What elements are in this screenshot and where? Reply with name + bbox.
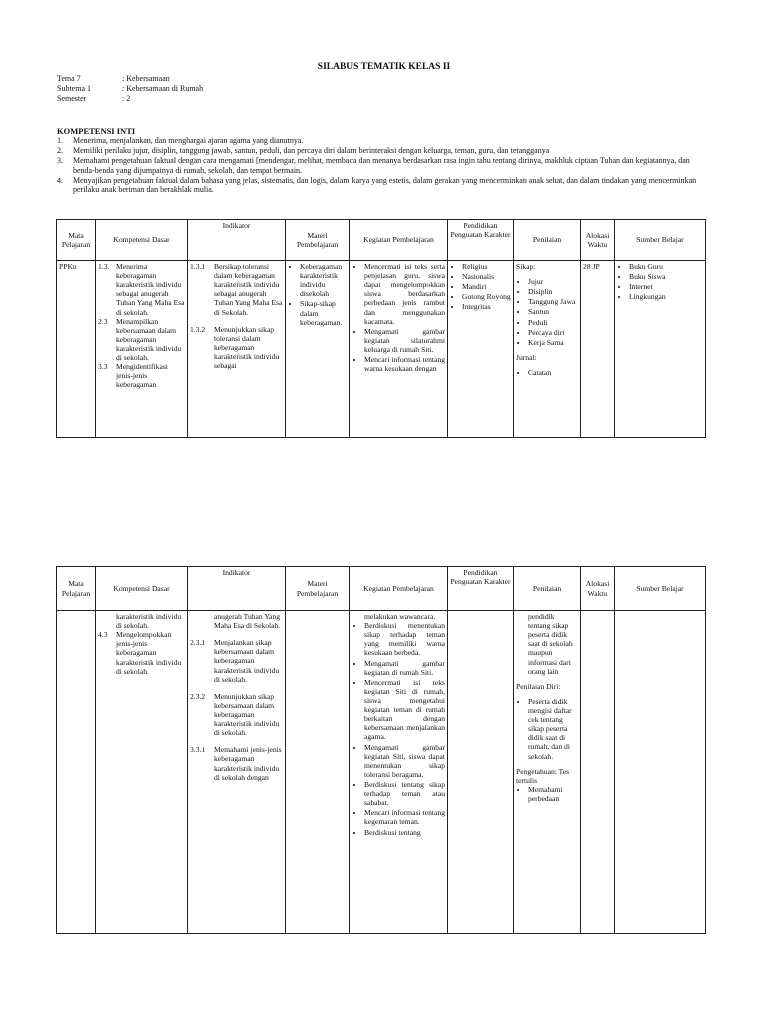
penilaian-sikap-label: Sikap:	[516, 262, 536, 271]
header-kd: Kompetensi Dasar	[96, 567, 188, 611]
cell-alokasi: 28 JP	[581, 261, 615, 438]
cell-materi	[286, 611, 350, 934]
karakter-item: • Gotong Royong	[462, 292, 511, 301]
kegiatan-item: • Mencari informasi tentang warna kesukaan dengan	[364, 355, 445, 373]
header-kd: Kompetensi Dasar	[96, 220, 188, 261]
sumber-item: • Internet	[629, 282, 703, 291]
penilaian-item: • Santun	[528, 307, 578, 316]
kompetensi-inti-heading: KOMPETENSI INTI	[57, 126, 136, 136]
ki-item: 1. Menerima, menjalankan, dan menghargai ajaran agama yang dianutnya.	[57, 136, 304, 145]
meta-subtema: Subtema 1 : Kebersamaan di Rumah	[57, 83, 204, 93]
cell-sumber	[615, 611, 706, 934]
header-penilaian: Penilaian	[514, 220, 581, 261]
penilaian-item: • Jujur	[528, 277, 578, 286]
kd-item: 4.3 Mengelompokkan jenis-jenis keberagaman karakteristik individu di sekolah.	[98, 630, 182, 676]
materi-item: • Keberagaman karakteristik individu disekolah	[300, 262, 347, 298]
kd-continuation: karakteristik individu di sekolah.	[116, 612, 182, 631]
header-kegiatan: Kegiatan Pembelajaran	[350, 567, 448, 611]
indikator-item: 1.3.2 Menunjukkan sikap toleransi dalam keberagaman karakteristik individu sebagai	[190, 324, 280, 371]
header-mapel: Mata Pelajaran	[57, 567, 96, 611]
header-mapel: Mata Pelajaran	[57, 220, 96, 261]
penilaian-diri-label: Penilaian Diri:	[516, 681, 561, 691]
cell-kegiatan	[350, 261, 448, 438]
kegiatan-item: • Berdiskusi menentukan sikap terhadap teman yang memiliki warna kesukaan berbeda.	[364, 621, 445, 657]
header-materi: Materi Pembelajaran	[286, 220, 350, 261]
cell-alokasi	[581, 611, 615, 934]
cell-materi	[286, 261, 350, 438]
penilaian-item: • Peduli	[528, 318, 578, 327]
kegiatan-item: • Berdiskusi tentang	[364, 828, 445, 837]
cell-sumber	[615, 261, 706, 438]
pengetahuan-label: Pengetahuan: Tes tertulis	[516, 766, 570, 785]
cell-kd	[96, 611, 188, 934]
cell-mapel	[57, 611, 96, 934]
indikator-item: 2.3.1 Menjalankan sikap kebersamaan dalam keberagaman karakteristik individu di sekolah.	[190, 638, 280, 684]
kd-item: 1.3. Menerima keberagaman karakteristik individu sebagai anugerah Tuhan Yang Maha Esa di sekolah.	[98, 262, 185, 317]
sumber-item: • Buku Guru	[629, 262, 703, 271]
kd-item: 2.3 Menampilkan kebersamaan dalam keberagaman karakteristik individu di sekolah.	[98, 316, 182, 363]
header-karakter: Pendidikan Penguatan Karakter	[448, 567, 514, 611]
sumber-item: • Buku Siswa	[629, 272, 703, 281]
header-alokasi: Alokasi Waktu	[581, 567, 615, 611]
cell-indikator	[188, 261, 286, 438]
indikator-item: 3.3.1 Memahami jenis-jenis keberagaman karakteristik individu di sekolah dengan	[190, 745, 282, 782]
karakter-item: • Integritas	[462, 302, 511, 311]
table-header-row	[57, 220, 706, 261]
penilaian-item: • Disiplin	[528, 287, 578, 296]
penilaian-item: • Tanggung Jawa	[528, 297, 578, 306]
penilaian-diri-item: • Peserta didik mengisi daftar cek tentang sikap peserta didik saat di rumah, dan di sekolah.	[528, 697, 578, 761]
pengetahuan-item: • Memahami perbedaan	[528, 785, 578, 803]
cell-karakter	[448, 261, 514, 438]
karakter-item: • Mandiri	[462, 282, 511, 291]
kegiatan-continuation: melakukan wawancara.	[364, 612, 436, 621]
header-kegiatan: Kegiatan Pembelajaran	[350, 220, 448, 261]
kegiatan-item: • Mencermati isi teks kegiatan Siti di rumah, siswa mengetahui kegiatan teman di rumah berkaitan dengan kebersamaan menjalankan agama.	[364, 678, 445, 742]
table-row	[57, 261, 706, 438]
kegiatan-item: • Mengamati gambar kegiatan di rumah Siti.	[364, 659, 445, 677]
jurnal-item: • Catatan	[528, 368, 578, 377]
penilaian-item: • Percaya diri	[528, 328, 578, 337]
meta-tema: Tema 7 : Kebersamaan	[57, 74, 170, 83]
ki-item: 4. Menyajikan pengetahuan faktual dalam bahasa yang jelas, sistematis, dan logis, dalam karya yang estetis, dalam gerakan yang mencerminkan anak sehat, dan dalam tindakan yang mencerminkan perilaku anak beriman dan berakhlak mulia.	[57, 175, 697, 195]
header-penilaian: Penilaian	[514, 567, 581, 611]
page-title: SILABUS TEMATIK KELAS II	[317, 62, 451, 72]
indikator-item: 1.3.1 Bersikap toleransi dalam keberagaman karakteristik individu sebagai anugerah Tuhan Yang Maha Esa di Sekolah.	[190, 262, 283, 317]
header-materi: Materi Pembelajaran	[286, 567, 350, 611]
karakter-item: • Religius	[462, 262, 511, 271]
penilaian-jurnal-label: Jurnal:	[516, 352, 537, 362]
cell-indikator	[188, 611, 286, 934]
kegiatan-item: • Mencermati isi teks serta penjelasan guru, siswa dapat mengelompokkan siswa berdasarkan perbedaan jenis rambut dan menggunakan kacamata.	[364, 262, 445, 326]
header-karakter: Pendidikan Penguatan Karakter	[448, 220, 514, 261]
ki-item: 3. Memahami pengetahuan faktual dengan cara mengamati [mendengar, melihat, membaca dan menanya berdasarkan rasa ingin tahu tentang dirinya, makhluk ciptaan Tuhan dan kegiatannya, dan benda-benda yang dijumpainya di rumah, sekolah, dan tempat bermain.	[57, 156, 690, 175]
table-row	[57, 611, 706, 934]
header-indikator: Indikator	[188, 567, 286, 611]
cell-penilaian	[514, 611, 581, 934]
sumber-item: • Lingkungan	[629, 292, 703, 301]
cell-karakter	[448, 611, 514, 934]
indikator-continuation: anugerah Tuhan Yang Maha Esa di Sekolah.	[214, 612, 281, 631]
kegiatan-item: • Mengamati gambar kegiatan silaturahmi keluarga di rumah Siti.	[364, 327, 445, 354]
penilaian-continuation: pendidik tentang sikap peserta didik saat di sekolah maupun informasi dari orang lain	[528, 612, 573, 676]
cell-kegiatan	[350, 611, 448, 934]
cell-mapel: PPKn	[57, 261, 96, 438]
silabus-table-2	[56, 566, 706, 934]
kegiatan-item: • Mengamati gambar kegiatan Siti, siswa dapat menentukan sikap toleransi beragama.	[364, 743, 445, 779]
header-sumber: Sumber Belajar	[615, 220, 706, 261]
karakter-item: • Nasionalis	[462, 272, 511, 281]
silabus-table-1	[56, 219, 706, 438]
indikator-item: 2.3.2 Menunjukkan sikap kebersamaan dalam keberagaman karakteristik individu di sekolah.	[190, 691, 280, 738]
penilaian-item: • Kerja Sama	[528, 338, 578, 347]
header-sumber: Sumber Belajar	[615, 567, 706, 611]
meta-semester: Semester : 2	[57, 93, 131, 103]
kegiatan-item: • Mencari informasi tentang kegemaran teman.	[364, 808, 445, 826]
cell-penilaian	[514, 261, 581, 438]
header-indikator: Indikator	[188, 220, 286, 261]
materi-item: • Sikap-sikap dalam keberagaman.	[300, 299, 347, 326]
kegiatan-item: • Berdiskusi tentang sikap terhadap teman atau sahabat.	[364, 780, 445, 807]
cell-kd	[96, 261, 188, 438]
kompetensi-inti-list	[57, 136, 697, 196]
kd-item: 3.3 Mengidentifikasi jenis-jenis keberagaman	[98, 362, 168, 390]
ki-item: 2. Memiliki perilaku jujur, disiplin, tanggung jawab, santun, peduli, dan percaya diri dalam berinteraksi dengan keluarga, teman, guru, dan tetangganya	[57, 146, 550, 156]
table-header-row	[57, 567, 706, 611]
header-alokasi: Alokasi Waktu	[581, 220, 615, 261]
meta-block	[57, 74, 203, 103]
